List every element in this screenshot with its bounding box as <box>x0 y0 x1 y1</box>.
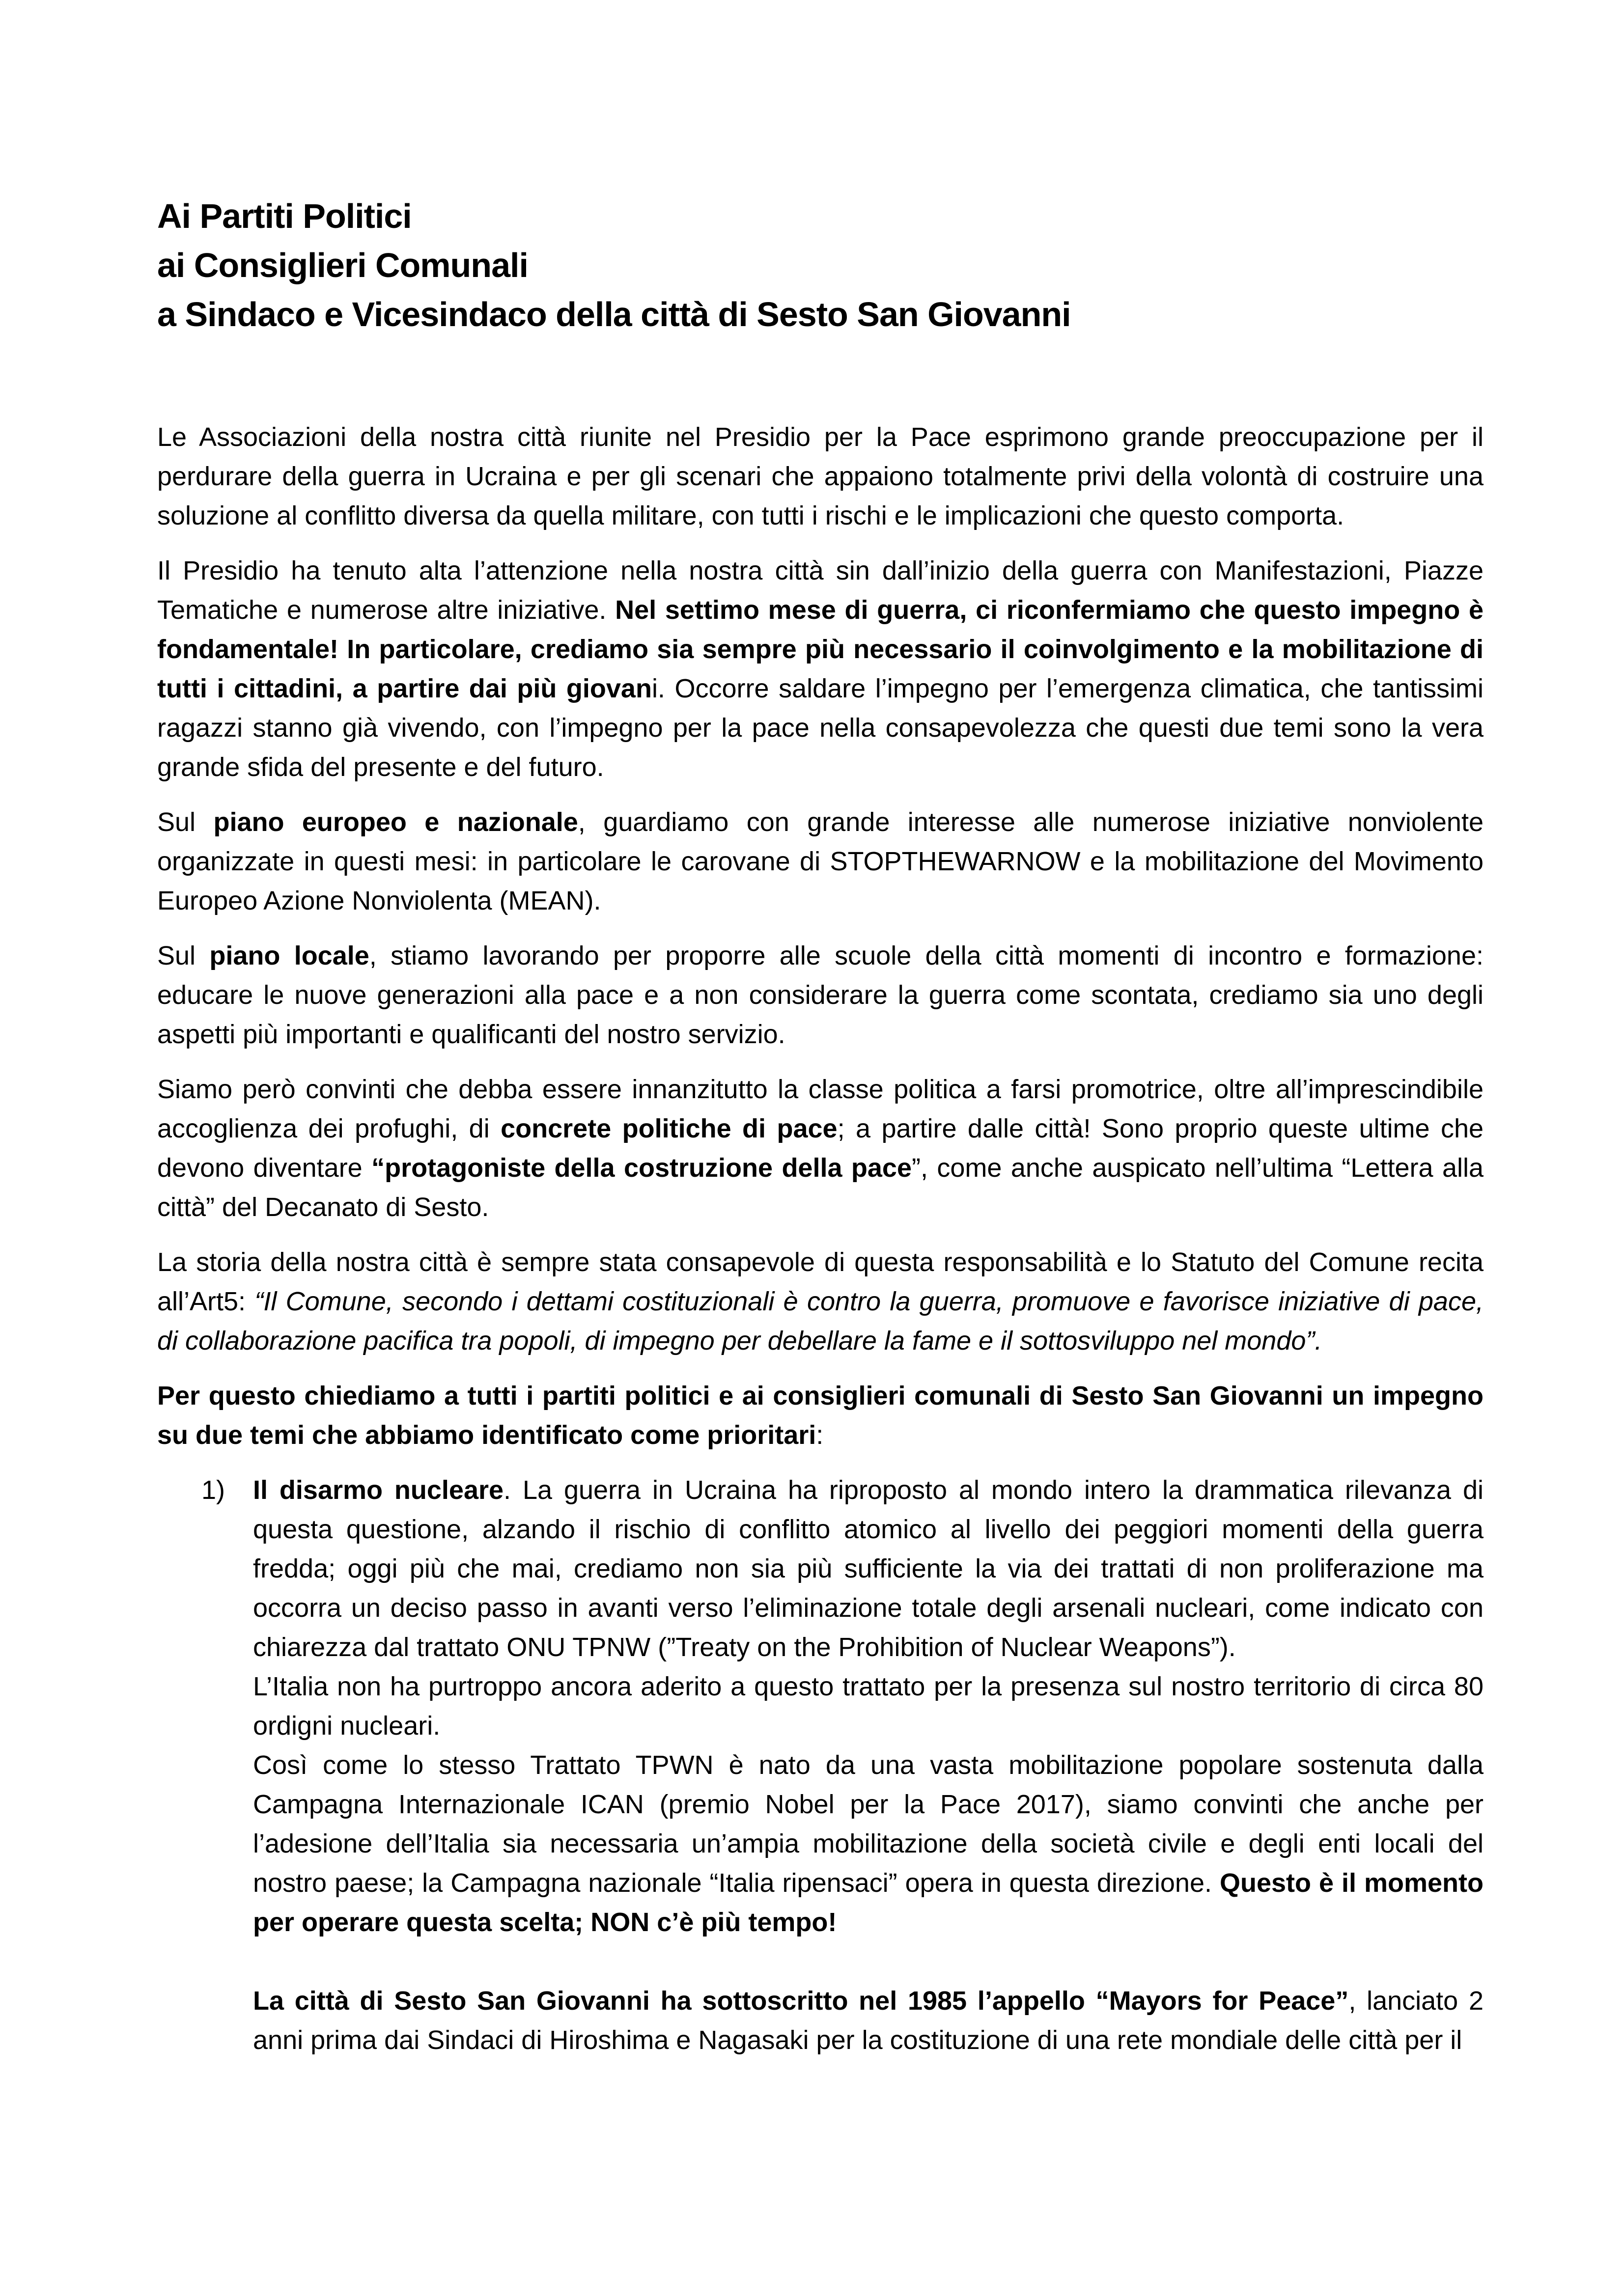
statute-quote: “Il Comune, secondo i dettami costituzionali è contro la guerra, promuove e favorisce iniziative di pace, di collaborazione pacifica tra popoli, di impegno per debellare la fame e il sottosviluppo nel mondo”. <box>157 1287 1484 1355</box>
paragraph-4-text-end: , stiamo lavorando per proporre alle scuole della città momenti di incontro e formazione: educare le nuove generazioni alla pace e a non considerare la guerra come scontata, crediamo sia uno degli aspetti più importanti e qualificanti del nostro servizio. <box>157 941 1484 1049</box>
paragraph-7-bold: Per questo chiediamo a tutti i partiti politici e ai consiglieri comunali di Sesto San Giovanni un impegno su due temi che abbiamo identificato come prioritari <box>157 1381 1484 1450</box>
list-item-bold-4: La città di Sesto San Giovanni ha sottoscritto nel 1985 l’appello “Mayors for Peace” <box>253 1986 1349 2016</box>
list-item-bold-3: Questo è il momento per operare questa scelta; NON c’è più tempo! <box>253 1868 1484 1937</box>
letter-body <box>157 417 1484 2060</box>
paragraph-7 <box>157 1376 1484 1455</box>
paragraph-7-colon: : <box>816 1420 824 1450</box>
list-item-text: . La guerra in Ucraina ha riproposto al mondo intero la drammatica rilevanza di questa questione, alzando il rischio di conflitto atomico al livello dei peggiori momenti della guerra fredda; oggi più che mai, crediamo non sia più sufficiente la via dei trattati di non proliferazione ma occorra un deciso passo in avanti verso l’eliminazione totale degli arsenali nucleari, come indicato con chiarezza dal trattato ONU TPNW (”Treaty on the Prohibition of Nuclear Weapons”). <box>253 1475 1484 1662</box>
paragraph-2 <box>157 551 1484 787</box>
list-item <box>157 1470 1484 2060</box>
paragraph-5-text: Siamo però convinti che debba essere innanzitutto la classe politica a farsi promotrice, oltre all’imprescindibile accoglienza dei profughi, di <box>157 1075 1484 1143</box>
letter-heading <box>157 192 1484 339</box>
heading-line-2: ai Consiglieri Comunali <box>157 246 528 284</box>
paragraph-3-text: Sul <box>157 807 214 837</box>
list-item-number: 1) <box>201 1475 225 1505</box>
list-item-paragraph-4 <box>253 1981 1484 2060</box>
list-item-paragraph-1 <box>253 1470 1484 1667</box>
list-item-title: Il disarmo nucleare <box>253 1475 504 1505</box>
paragraph-4-text: Sul <box>157 941 210 970</box>
paragraph-4 <box>157 936 1484 1054</box>
paragraph-4-bold: piano locale <box>209 941 369 970</box>
paragraph-3-text-end: , guardiamo con grande interesse alle numerose iniziative nonviolente organizzate in questi mesi: in particolare le carovane di STOPTHEWARNOW e la mobilitazione del Movimento Europeo Azione Nonviolenta (MEAN). <box>157 807 1484 915</box>
paragraph-1: Le Associazioni della nostra città riunite nel Presidio per la Pace esprimono grande preoccupazione per il perdurare della guerra in Ucraina e per gli scenari che appaiono totalmente privi della volontà di costruire una soluzione al conflitto diversa da quella militare, con tutti i rischi e le implicazioni che questo comporta. <box>157 422 1484 530</box>
list-item-text-3: Così come lo stesso Trattato TPWN è nato da una vasta mobilitazione popolare sostenuta dalla Campagna Internazionale ICAN (premio Nobel per la Pace 2017), siamo convinti che anche per l’adesione dell’Italia sia necessaria un’ampia mobilitazione della società civile e degli enti locali del nostro paese; la Campagna nazionale “Italia ripensaci” opera in questa direzione. <box>253 1750 1484 1898</box>
paragraph-2-text: Il Presidio ha tenuto alta l’attenzione nella nostra città sin dall’inizio della guerra con Manifestazioni, Piazze Tematiche e numerose altre iniziative. <box>157 556 1484 625</box>
paragraph-5 <box>157 1070 1484 1227</box>
paragraph-5-bold: concrete politiche di pace <box>501 1114 838 1143</box>
paragraph-5-text-mid: ; a partire dalle città! Sono proprio queste ultime che devono diventare <box>157 1114 1484 1183</box>
paragraph-3-bold: piano europeo e nazionale <box>213 807 578 837</box>
paragraph-2-text-end: i. Occorre saldare l’impegno per l’emergenza climatica, che tantissimi ragazzi stanno già vivendo, con l’impegno per la pace nella consapevolezza che questi due temi sono la vera grande sfida del presente e del futuro. <box>157 674 1484 782</box>
list-item-text-4: , lanciato 2 anni prima dai Sindaci di Hiroshima e Nagasaki per la costituzione di una rete mondiale delle città per il <box>253 1986 1484 2055</box>
paragraph-6 <box>157 1243 1484 1360</box>
paragraph-5-text-end: ”, come anche auspicato nell’ultima “Lettera alla città” del Decanato di Sesto. <box>157 1153 1484 1222</box>
priority-list <box>157 1470 1484 2060</box>
heading-line-1: Ai Partiti Politici <box>157 197 412 235</box>
paragraph-2-bold: Nel settimo mese di guerra, ci riconfermiamo che questo impegno è fondamentale! In particolare, crediamo sia sempre più necessario il coinvolgimento e la mobilitazione di tutti i cittadini, a partire dai più giovan <box>157 595 1484 703</box>
paragraph-6-text: La storia della nostra città è sempre stata consapevole di questa responsabilità e lo Statuto del Comune recita all’Art5: <box>157 1247 1484 1316</box>
paragraph-5-bold-2: “protagoniste della costruzione della pace <box>371 1153 912 1183</box>
list-item-paragraph-3 <box>253 1745 1484 1942</box>
list-item-paragraph-2: L’Italia non ha purtroppo ancora aderito a questo trattato per la presenza sul nostro territorio di circa 80 ordigni nucleari. <box>253 1672 1484 1741</box>
heading-line-3: a Sindaco e Vicesindaco della città di Sesto San Giovanni <box>157 295 1071 333</box>
paragraph-3 <box>157 802 1484 920</box>
